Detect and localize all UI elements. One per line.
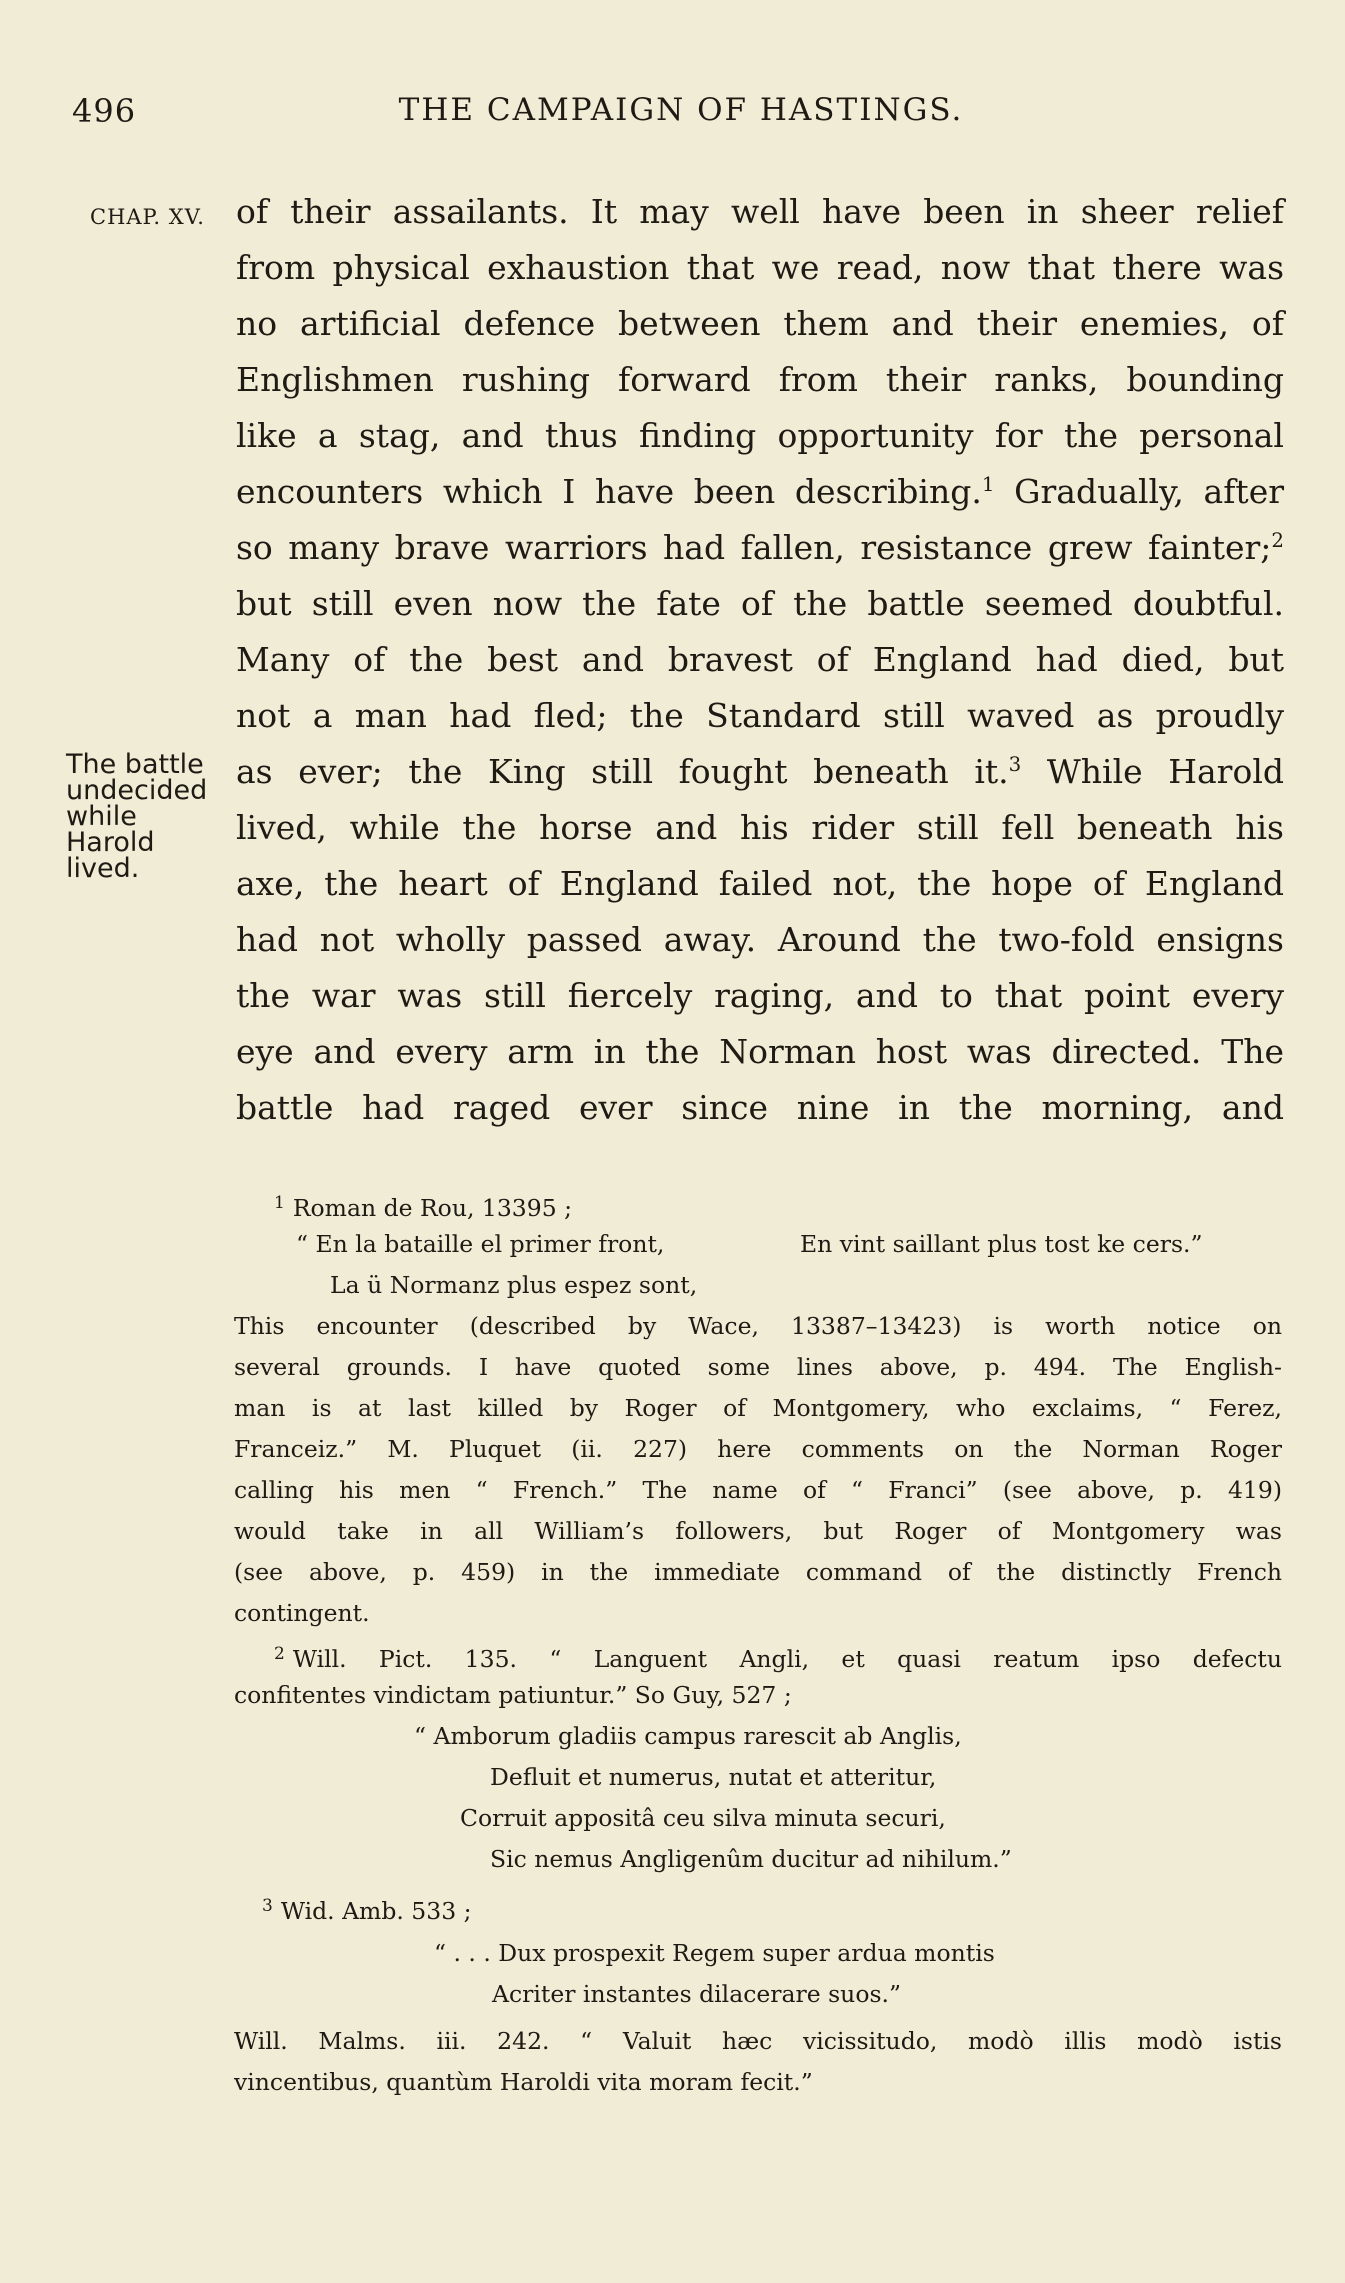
footnote-2-first-line (234, 1634, 1282, 1675)
sidenote-line: lived. (66, 853, 140, 884)
body-line: of their assailants. It may well have been in sheer relief (236, 192, 1284, 231)
footnote-ref: 1 (981, 473, 995, 496)
body-segment: encounters which I have been describing. (236, 472, 982, 511)
body-line: Many of the best and bravest of England had died, but (236, 640, 1284, 679)
body-line: lived, while the horse and his rider still fell beneath his (236, 808, 1284, 847)
body-line: battle had raged ever since nine in the morning, and (236, 1088, 1284, 1127)
body-segment: so many brave warriors had fallen, resistance grew fainter; (236, 528, 1272, 567)
footnote-line: confitentes vindictam patiuntur.” So Guy, 527 ; (234, 1681, 792, 1709)
verse-line: La ü Normanz plus espez sont, (330, 1271, 698, 1299)
sidenote-line: while (66, 801, 137, 832)
body-line (236, 520, 1284, 576)
footnote-number: 2 (274, 1644, 285, 1664)
footnote-line: calling his men “ French.” The name of “ Franci” (see above, p. 419) (234, 1476, 1282, 1504)
page-header (72, 92, 1290, 142)
body-text (236, 184, 1284, 1136)
body-line: not a man had fled; the Standard still waved as proudly (236, 696, 1284, 735)
footnote-3-source (234, 1886, 1282, 1927)
footnote-line: Will. Malms. iii. 242. “ Valuit hæc vicissitudo, modò illis modò istis (234, 2027, 1282, 2055)
verse-line: Defluit et numerus, nutat et atteritur, (490, 1763, 937, 1791)
sidenote-line: undecided (66, 775, 208, 806)
body-line: from physical exhaustion that we read, now that there was (236, 248, 1284, 287)
body-line (236, 464, 1284, 520)
body-line: like a stag, and thus finding opportunity for the personal (236, 416, 1284, 455)
footnote-text: Will. Pict. 135. “ Languent Angli, et quasi reatum ipso defectu (292, 1645, 1282, 1673)
body-line: no artificial defence between them and their enemies, of (236, 304, 1284, 343)
page-number: 496 (72, 92, 137, 130)
chapter-marker: CHAP. XV. (90, 205, 205, 229)
body-line (236, 744, 1284, 800)
margin-sidenote (66, 749, 236, 884)
body-segment: as ever; the King still fought beneath it. (236, 752, 1009, 791)
footnote-1-source (234, 1183, 1282, 1224)
footnote-number: 1 (274, 1193, 285, 1213)
body-segment: Gradually, after (1014, 472, 1284, 511)
body-line: Englishmen rushing forward from their ranks, bounding (236, 360, 1284, 399)
verse-line: “ En la bataille el primer front, (296, 1230, 665, 1258)
sidenote-line: The battle (66, 749, 204, 780)
footnote-line: Franceiz.” M. Pluquet (ii. 227) here comments on the Norman Roger (234, 1435, 1282, 1463)
footnote-line: man is at last killed by Roger of Montgomery, who exclaims, “ Ferez, (234, 1394, 1282, 1422)
sidenote-line: Harold (66, 827, 155, 858)
body-line: had not wholly passed away. Around the two-fold ensigns (236, 920, 1284, 959)
footnote-number: 3 (262, 1896, 273, 1916)
footnote-line: vincentibus, quantùm Haroldi vita moram fecit.” (234, 2068, 813, 2096)
footnote-1-verse (234, 1224, 1282, 1265)
footnote-text: Roman de Rou, 13395 ; (292, 1194, 573, 1222)
verse-line: Acriter instantes dilacerare suos.” (492, 1980, 902, 2008)
running-title: THE CAMPAIGN OF HASTINGS. (398, 92, 964, 128)
footnote-line: This encounter (described by Wace, 13387–13423) is worth notice on (234, 1312, 1282, 1340)
body-line: the war was still fiercely raging, and to that point every (236, 976, 1284, 1015)
footnote-ref: 3 (1008, 753, 1022, 776)
body-segment: While Harold (1046, 752, 1285, 791)
footnote-line: several grounds. I have quoted some lines above, p. 494. The English- (234, 1353, 1282, 1381)
body-line: but still even now the fate of the battle seemed doubtful. (236, 584, 1284, 623)
verse-line: Sic nemus Angligenûm ducitur ad nihilum.” (490, 1845, 1012, 1873)
body-line: eye and every arm in the Norman host was directed. The (236, 1032, 1284, 1071)
footnote-line: contingent. (234, 1599, 370, 1627)
verse-line: “ . . . Dux prospexit Regem super ardua montis (434, 1939, 995, 1967)
footnote-ref: 2 (1271, 529, 1284, 552)
footnotes (234, 1183, 1282, 2103)
body-line: axe, the heart of England failed not, the hope of England (236, 864, 1284, 903)
verse-line: En vint saillant plus tost ke cers.” (800, 1230, 1203, 1258)
footnote-line: would take in all William’s followers, but Roger of Montgomery was (234, 1517, 1282, 1545)
footnote-line: (see above, p. 459) in the immediate command of the distinctly French (234, 1558, 1282, 1586)
verse-line: Corruit appositâ ceu silva minuta securi, (460, 1804, 946, 1832)
footnote-text: Wid. Amb. 533 ; (280, 1897, 472, 1925)
verse-line: “ Amborum gladiis campus rarescit ab Anglis, (414, 1722, 962, 1750)
